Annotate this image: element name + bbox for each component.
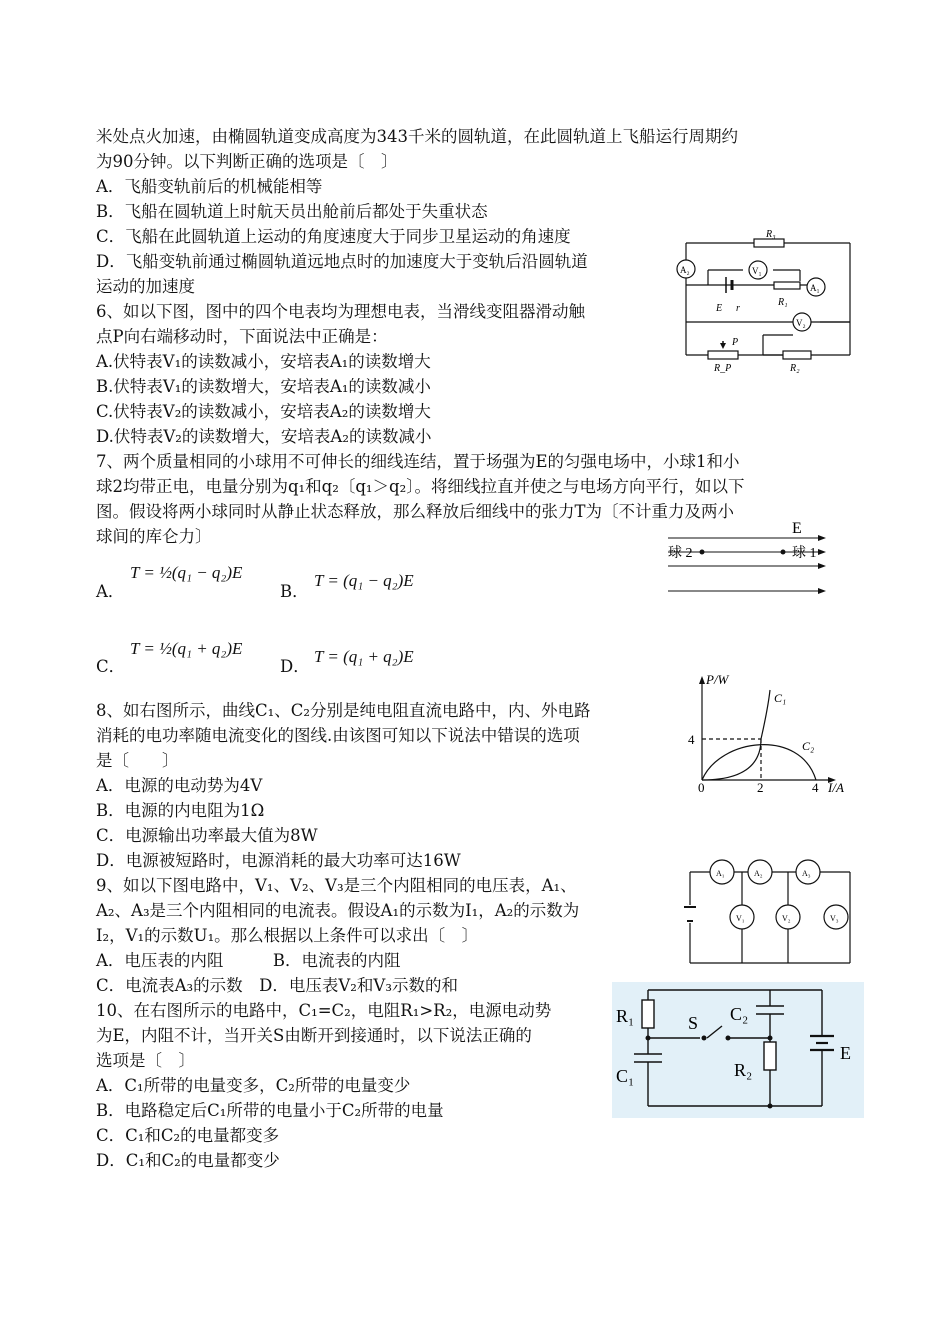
- option-line: C.伏特表V₂的读数减小，安培表A₂的读数增大: [96, 402, 431, 421]
- label-r2: R₂: [734, 1060, 753, 1080]
- label-r3: R₃: [766, 229, 776, 240]
- text-line: I₂，V₁的示数U₁。那么根据以上条件可以求出〔 〕: [96, 926, 479, 945]
- label-r1: R₁: [616, 1006, 635, 1026]
- circuit-diagram-q10: [612, 982, 864, 1118]
- text-line: 图。假设将两小球同时从静止状态释放，那么释放后细线中的张力T为〔不计重力及两小: [96, 502, 735, 521]
- label-r: r: [736, 303, 740, 314]
- label-v2: V₂: [796, 318, 806, 328]
- text-line: 为E，内阻不计，当开关S由断开到接通时，以下说法正确的: [96, 1026, 532, 1045]
- option-line: D．C₁和C₂的电量都变少: [96, 1151, 280, 1170]
- text-line: 选项是〔 〕: [96, 1051, 195, 1070]
- option-line: A.伏特表V₁的读数减小，安培表A₁的读数增大: [96, 352, 431, 371]
- meter-a3: A₃: [802, 869, 811, 878]
- label-v1: V₁: [752, 266, 762, 276]
- option-line: 运动的加速度: [96, 277, 195, 296]
- option-b-formula: T = (q₁ − q₂)E: [314, 571, 414, 590]
- option-c-label: C．: [96, 657, 126, 676]
- option-c-formula: T = ½(q₁ + q₂)E: [130, 639, 243, 658]
- option-line: C．飞船在此圆轨道上运动的角度速度大于同步卫星运动的角速度: [96, 227, 571, 246]
- label-field-e: E: [792, 520, 802, 537]
- label-rp: R_P: [714, 363, 732, 374]
- label-a2: A₂: [680, 265, 690, 275]
- meter-v1: V₁: [736, 914, 745, 923]
- option-line: B．飞船在圆轨道上时航天员出舱前后都处于失重状态: [96, 202, 488, 221]
- question-9: 9、如以下图电路中，V₁、V₂、V₃是三个内阻相同的电压表，A₁、: [96, 876, 577, 895]
- option-line: A．电压表的内阻 B．电流表的内阻: [96, 951, 401, 970]
- option-a-formula: T = ½(q₁ − q₂)E: [130, 563, 243, 582]
- question-10: 10、在右图所示的电路中，C₁=C₂，电阻R₁>R₂，电源电动势: [96, 1001, 552, 1020]
- field-diagram-q7: [660, 515, 840, 600]
- curve-label-c1: C₁: [774, 691, 787, 705]
- option-line: A．飞船变轨前后的机械能相等: [96, 177, 323, 196]
- option-line: B．电源的内电阻为1Ω: [96, 801, 265, 820]
- label-e: E: [716, 303, 723, 314]
- option-line: B．电路稳定后C₁所带的电量小于C₂所带的电量: [96, 1101, 444, 1120]
- text-line: 消耗的电功率随电流变化的图线.由该图可知以下说法中错误的选项: [96, 726, 580, 745]
- option-line: D．飞船变轨前通过椭圆轨道远地点时的加速度大于变轨后沿圆轨道: [96, 252, 588, 271]
- option-a-label: A．: [96, 582, 125, 601]
- label-c2: C₂: [730, 1004, 749, 1024]
- text-line: 球2均带正电，电量分别为q₁和q₂〔q₁＞q₂〕。将细线拉直并使之与电场方向平行，如以下: [96, 477, 745, 496]
- meter-v3: V₃: [830, 914, 839, 923]
- axis-label-p: P/W: [706, 672, 729, 687]
- option-line: C．C₁和C₂的电量都变多: [96, 1126, 280, 1145]
- meter-v2: V₂: [782, 914, 791, 923]
- label-switch-s: S: [688, 1013, 699, 1033]
- curve-label-c2: C₂: [802, 739, 815, 753]
- text-line: 为90分钟。以下判断正确的选项是〔 〕: [96, 152, 398, 171]
- meter-a2: A₂: [754, 869, 763, 878]
- label-r2: R₂: [790, 363, 800, 374]
- question-7: 7、两个质量相同的小球用不可伸长的细线连结，置于场强为E的匀强电场中，小球1和小: [96, 452, 740, 471]
- tick-label-x4: 4: [812, 780, 819, 793]
- label-p: P: [732, 337, 739, 348]
- text-line: 点P向右端移动时，下面说法中正确是：: [96, 327, 388, 346]
- tick-label-x0: 0: [698, 780, 705, 793]
- text-line: 米处点火加速，由椭圆轨道变成高度为343千米的圆轨道，在此圆轨道上飞船运行周期约: [96, 127, 738, 146]
- label-r1: R₁: [778, 297, 788, 308]
- circuit-diagram-q6: [668, 225, 858, 375]
- circuit-diagram-q9: [680, 855, 860, 970]
- option-d-label: D．: [280, 657, 310, 676]
- option-b-label: B．: [280, 582, 309, 601]
- question-6: 6、如以下图，图中的四个电表均为理想电表，当滑线变阻器滑动触: [96, 302, 585, 321]
- meter-a1: A₁: [716, 869, 725, 878]
- label-ball-1: 球 1: [792, 546, 817, 561]
- question-8: 8、如右图所示，曲线C₁、C₂分别是纯电阻直流电路中，内、外电路: [96, 701, 591, 720]
- option-line: D.伏特表V₂的读数增大，安培表A₂的读数减小: [96, 427, 432, 446]
- option-d-formula: T = (q₁ + q₂)E: [314, 647, 414, 666]
- option-line: A．C₁所带的电量变多，C₂所带的电量变少: [96, 1076, 411, 1095]
- label-ball-2: 球 2: [668, 546, 693, 561]
- option-line: B.伏特表V₁的读数增大，安培表A₁的读数减小: [96, 377, 431, 396]
- label-c1: C₁: [616, 1066, 635, 1086]
- text-line: 球间的库仑力〕: [96, 527, 212, 546]
- option-line: C．电源输出功率最大值为8W: [96, 826, 318, 845]
- option-line: C．电流表A₃的示数 D．电压表V₂和V₃示数的和: [96, 976, 458, 995]
- tick-label-x2: 2: [757, 780, 764, 793]
- text-line: A₂、A₃是三个内阻相同的电流表。假设A₁的示数为I₁，A₂的示数为: [96, 901, 580, 920]
- tick-label-y4: 4: [688, 732, 695, 747]
- power-graph-q8: [680, 668, 855, 793]
- option-line: A．电源的电动势为4V: [96, 776, 263, 795]
- label-source-e: E: [840, 1043, 851, 1063]
- text-line: 是〔 〕: [96, 751, 179, 770]
- axis-label-i: I/A: [828, 780, 844, 793]
- option-line: D．电源被短路时，电源消耗的最大功率可达16W: [96, 851, 461, 870]
- label-a1: A₁: [810, 283, 820, 293]
